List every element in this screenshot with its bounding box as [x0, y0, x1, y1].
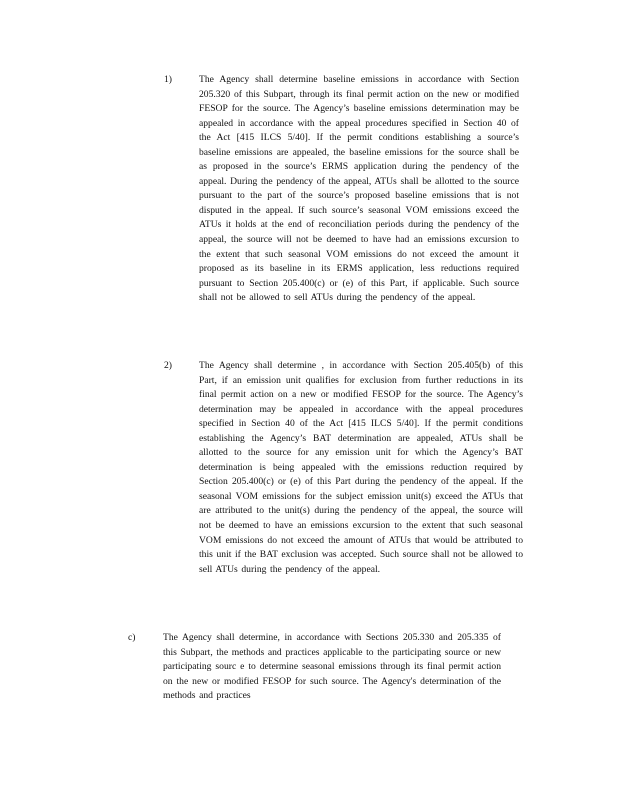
paragraph-text: The Agency shall determine , in accordance with Section 205.405(b) of this Part, if an emission unit qualifies for exclusion from further reductions in its final permit action on a new or modified FESOP for the source. The Agency’s determination may be appealed in accordance with the appeal procedures specified in Section 40 of the Act [415 ILCS 5/40]. If the permit conditions establishing the Agency’s BAT determination are appealed, ATUs shall be allotted to the source for any emission unit for which the Agency’s BAT determination is being appealed with the emissions reduction required by Section 205.400(c) or (e) of this Part during the pendency of the appeal. If the seasonal VOM emissions for the subject emission unit(s) exceed the ATUs that are attributed to the unit(s) during the pendency of the appeal, the source will not be deemed to have an emissions excursion to the extent that such seasonal VOM emissions do not exceed the amount of ATUs that would be attributed to this unit if the BAT exclusion was accepted. Such source shall not be allowed to sell ATUs during the pendency of the appeal.: [199, 360, 523, 575]
paragraph-text: The Agency shall determine, in accordance with Sections 205.330 and 205.335 of this Subpart, the methods and practices applicable to the participating source or new participating sourc e to determine seasonal emissions through its final permit action on the new or modified FESOP for such source. The Agency's determination of the methods and practices: [163, 632, 501, 702]
paragraph-marker: c): [128, 632, 136, 643]
paragraph-marker: 2): [164, 360, 172, 371]
paragraph-marker: 1): [164, 74, 172, 85]
paragraph-text: The Agency shall determine baseline emissions in accordance with Section 205.320 of this Subpart, through its final permit action on the new or modified FESOP for the source. The Agency’s baseline emissions determination may be appealed in accordance with the appeal procedures specified in Section 40 of the Act [415 ILCS 5/40]. If the permit conditions establishing a source’s baseline emissions are appealed, the baseline emissions for the source shall be as proposed in the source’s ERMS application during the pendency of the appeal. During the pendency of the appeal, ATUs shall be allotted to the source pursuant to the part of the source’s proposed baseline emissions that is not disputed in the appeal. If such source’s seasonal VOM emissions exceed the ATUs it holds at the end of reconciliation periods during the pendency of the appeal, the source will not be deemed to have had an emissions excursion to the extent that such seasonal VOM emissions do not exceed the amount it proposed as its baseline in its ERMS application, less reductions required pursuant to Section 205.400(c) or (e) of this Part, if applicable. Such source shall not be allowed to sell ATUs during the pendency of the appeal.: [199, 74, 519, 304]
